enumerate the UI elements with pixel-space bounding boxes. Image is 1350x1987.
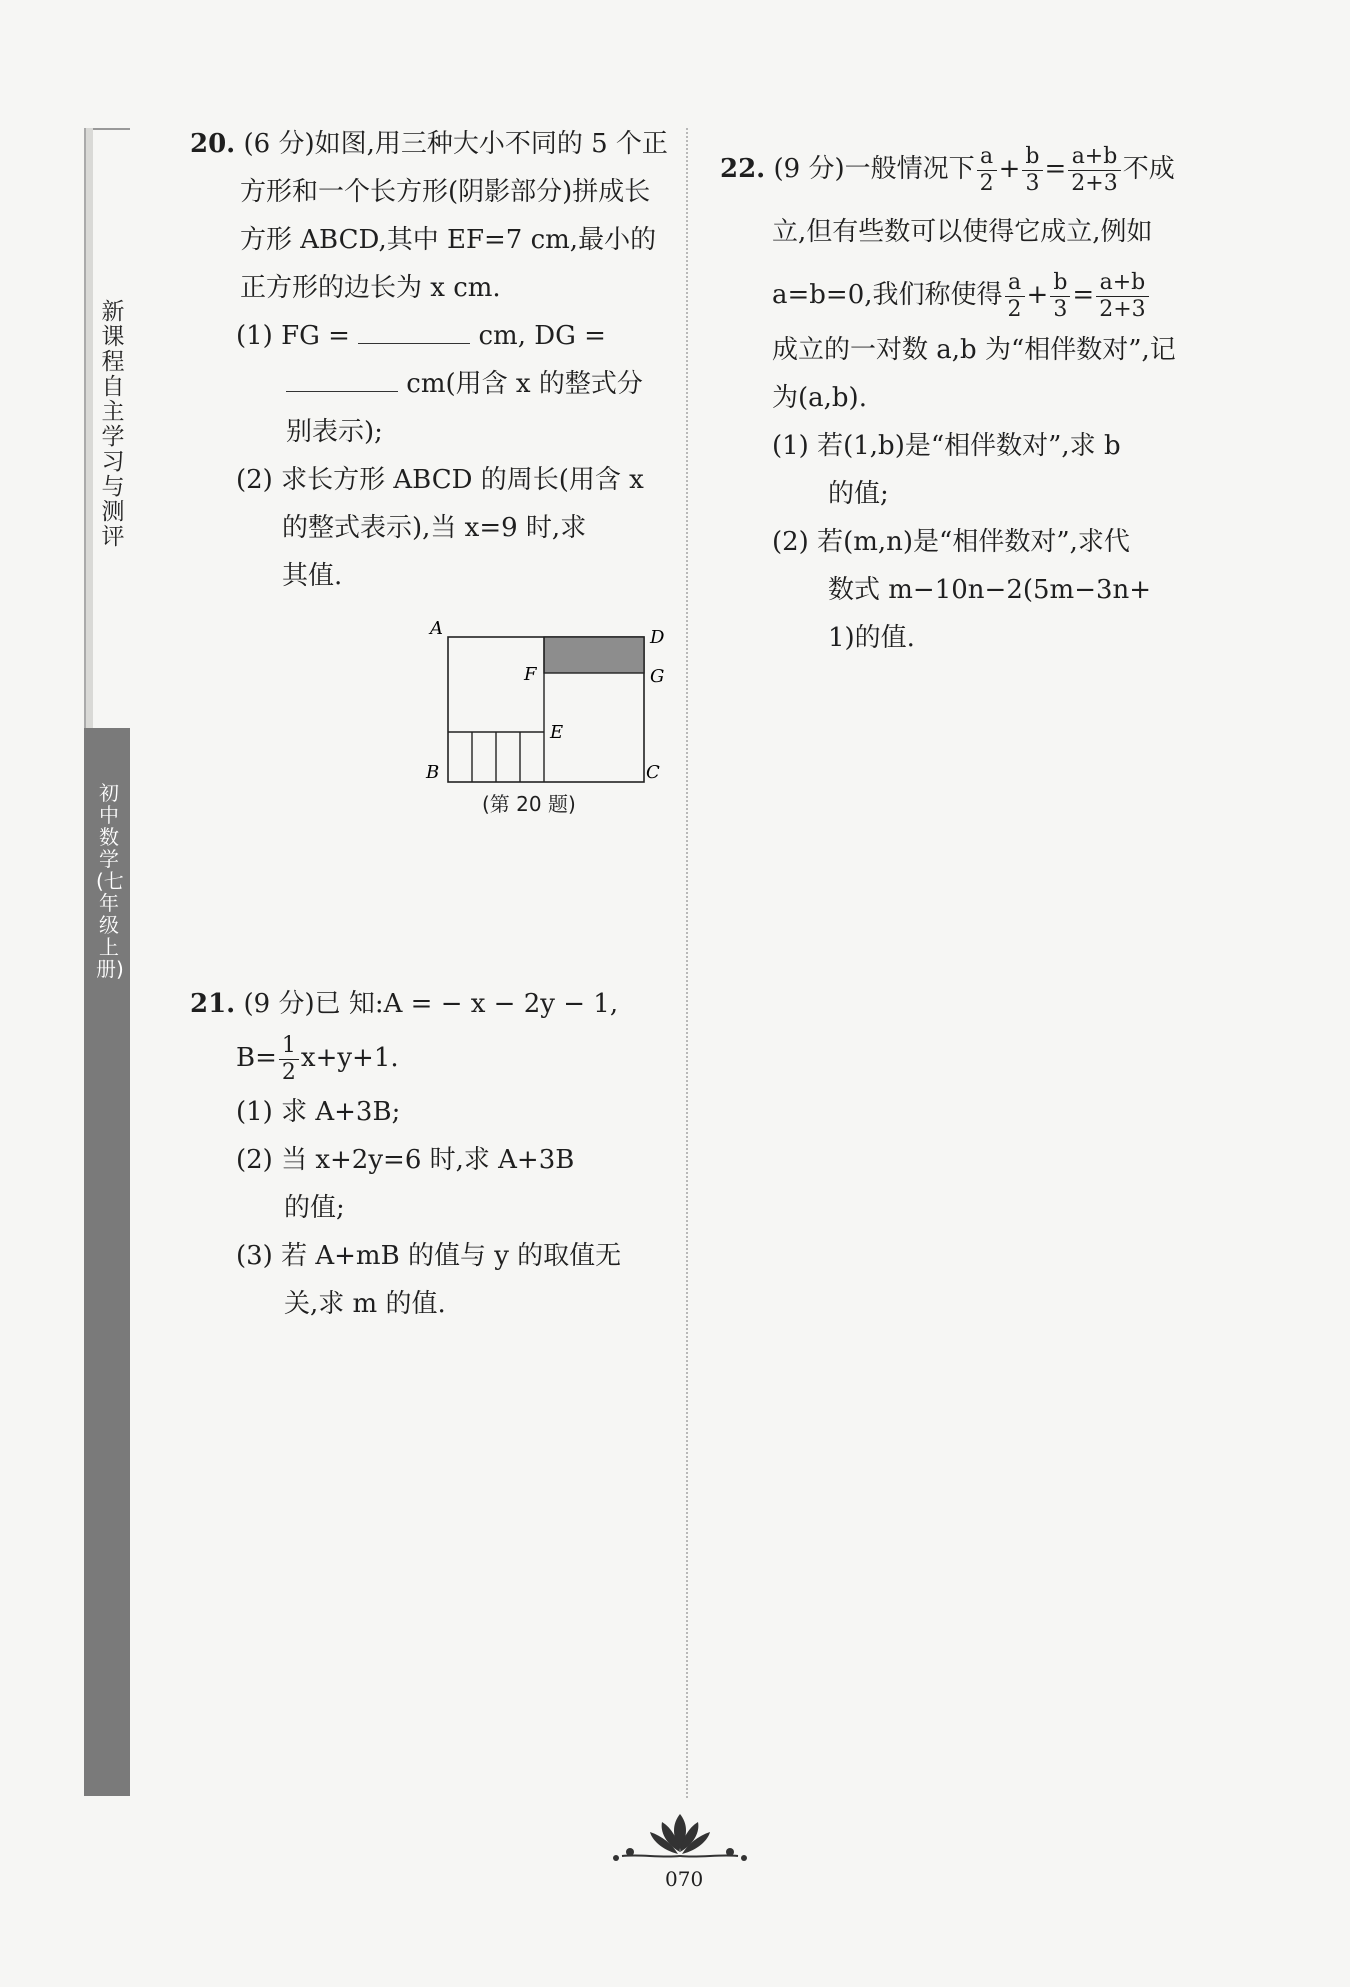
- q20-part-1-text-d: 别表示);: [286, 417, 383, 447]
- q22-part-1: (1) 若(1,b)是“相伴数对”,求 b: [772, 431, 1121, 461]
- fraction-a-over-2: [977, 144, 997, 197]
- label-a: A: [430, 620, 443, 639]
- question-22: [720, 138, 1220, 662]
- question-number: 20.: [190, 129, 236, 159]
- question-20: [190, 120, 670, 600]
- fraction-numerator: a: [977, 144, 997, 171]
- answer-blank-dg[interactable]: [286, 369, 398, 392]
- q22-line-2: 立,但有些数可以使得它成立,例如: [772, 217, 1153, 247]
- spine-subtitle: 初中数学(七年级上册): [96, 781, 124, 981]
- fraction-numerator: a+b: [1068, 144, 1120, 171]
- q20-part-2: (2) 求长方形 ABCD 的周长(用含 x: [236, 465, 644, 495]
- q22-line-4: 成立的一对数 a,b 为“相伴数对”,记: [772, 335, 1176, 365]
- q22-part-1-b: 的值;: [828, 479, 889, 509]
- q21-b-label: B=: [236, 1043, 277, 1073]
- q20-line-2: 方形和一个长方形(阴影部分)拼成长: [240, 177, 651, 207]
- q21-part-3: (3) 若 A+mB 的值与 y 的取值无: [236, 1241, 622, 1271]
- equals-sign: =: [1072, 280, 1095, 310]
- q20-part-1-text-a: (1) FG =: [236, 321, 350, 351]
- q21-b-expression: x+y+1.: [300, 1043, 399, 1073]
- label-d: D: [650, 627, 665, 648]
- question-number: 22.: [720, 154, 766, 184]
- shaded-rectangle: [544, 637, 644, 673]
- fraction-one-half: [279, 1033, 299, 1086]
- page-number: 070: [665, 1867, 704, 1891]
- fraction-numerator: a: [1005, 270, 1025, 297]
- q20-part-2-c: 其值.: [282, 561, 343, 591]
- q20-line-3: 方形 ABCD,其中 EF=7 cm,最小的: [240, 225, 657, 255]
- fraction-denominator: 3: [1025, 170, 1040, 196]
- fraction-numerator: a+b: [1096, 270, 1148, 297]
- q22-line-1-text: (9 分)一般情况下: [773, 154, 975, 184]
- fraction-b-over-3: [1022, 144, 1042, 197]
- equals-sign: =: [1044, 154, 1067, 184]
- label-e: E: [550, 722, 564, 743]
- answer-blank-fg[interactable]: [358, 321, 470, 344]
- q22-line-3: [720, 264, 1220, 326]
- plus-sign: +: [998, 154, 1021, 184]
- fraction-numerator: b: [1022, 144, 1042, 171]
- figure-caption: (第 20 题): [482, 792, 576, 816]
- fraction-denominator: 2: [979, 170, 994, 196]
- q20-part-2-b: 的整式表示),当 x=9 时,求: [282, 513, 587, 543]
- q20-line-1: (6 分)如图,用三种大小不同的 5 个正: [243, 129, 668, 159]
- question-number: 21.: [190, 989, 236, 1019]
- q22-part-2-b: 数式 m−10n−2(5m−3n+: [828, 575, 1152, 605]
- q21-line-2: [190, 1028, 670, 1088]
- q21-part-1: (1) 求 A+3B;: [236, 1097, 401, 1127]
- label-g: G: [650, 666, 665, 687]
- fraction-a-over-2-b: [1005, 270, 1025, 323]
- q20-part-1-text-b: cm, DG =: [478, 321, 606, 351]
- fraction-numerator: b: [1050, 270, 1070, 297]
- plus-sign: +: [1026, 280, 1049, 310]
- column-divider: [686, 128, 688, 1798]
- label-b: B: [426, 762, 440, 783]
- q21-part-3-b: 关,求 m 的值.: [284, 1289, 446, 1319]
- q20-part-1-text-c: cm(用含 x 的整式分: [406, 369, 643, 399]
- q21-line-1: (9 分)已 知:A = − x − 2y − 1,: [243, 989, 619, 1019]
- q22-part-2-c: 1)的值.: [828, 623, 915, 653]
- spine-light-band: [84, 128, 93, 728]
- q22-part-2: (2) 若(m,n)是“相伴数对”,求代: [772, 527, 1130, 557]
- label-c: C: [646, 762, 660, 783]
- fraction-denominator: 2: [281, 1059, 296, 1085]
- q22-line-5: 为(a,b).: [772, 383, 867, 413]
- spine-title: 新课程自主学习与测评: [101, 299, 125, 550]
- fraction-b-over-3-b: [1050, 270, 1070, 323]
- q22-line-1-end: 不成: [1122, 154, 1175, 184]
- q21-part-2-b: 的值;: [284, 1193, 345, 1223]
- fraction-denominator: 2: [1007, 296, 1022, 322]
- q20-part-1-cont: [190, 360, 670, 408]
- fraction-denominator: 2+3: [1071, 170, 1118, 196]
- fraction-denominator: 3: [1053, 296, 1068, 322]
- fraction-denominator: 2+3: [1099, 296, 1146, 322]
- q20-part-1: [190, 312, 670, 360]
- fraction-sum: [1068, 144, 1120, 197]
- q20-line-4: 正方形的边长为 x cm.: [240, 273, 501, 303]
- fraction-numerator: 1: [279, 1033, 299, 1060]
- q21-part-2: (2) 当 x+2y=6 时,求 A+3B: [236, 1145, 575, 1175]
- fraction-sum-b: [1096, 270, 1148, 323]
- question-21: [190, 980, 670, 1328]
- q22-line-3-text: a=b=0,我们称使得: [772, 280, 1003, 310]
- label-f: F: [524, 664, 537, 685]
